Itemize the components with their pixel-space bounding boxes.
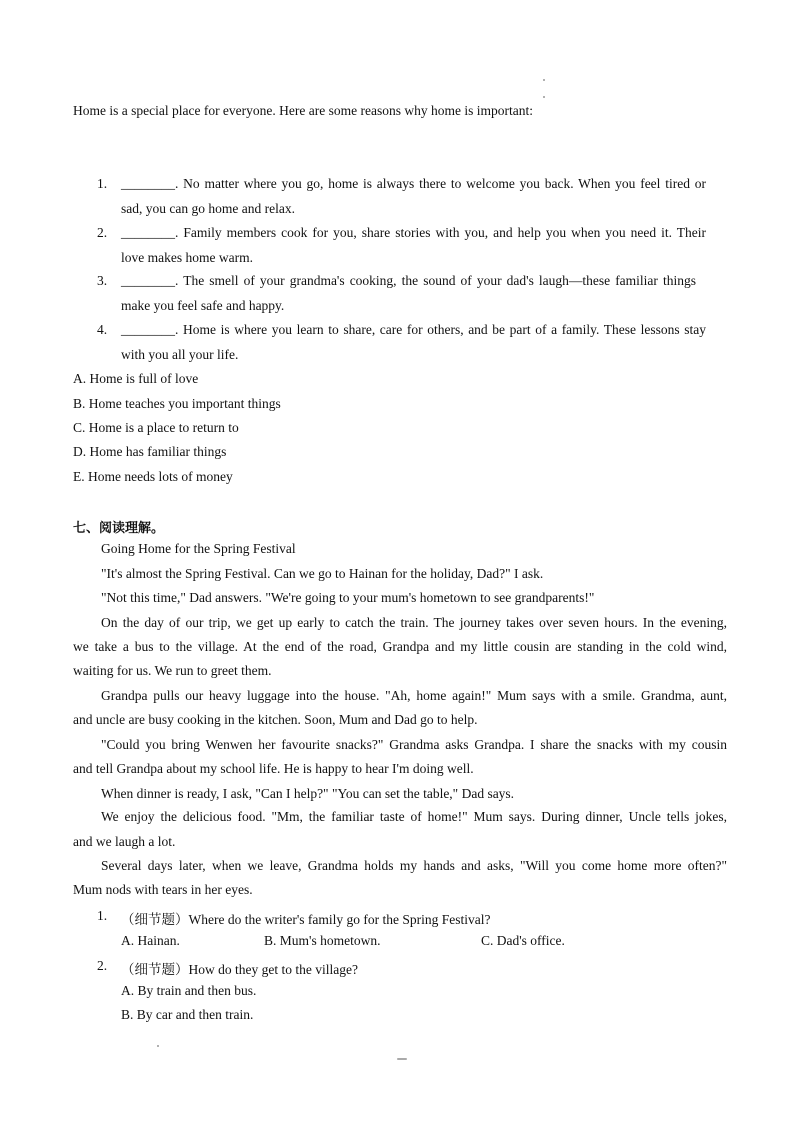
choice-item: E. Home needs lots of money (73, 469, 233, 484)
task-number: 2. (97, 225, 108, 240)
choice-item: C. Home is a place to return to (73, 420, 239, 435)
story-paragraph: Grandpa pulls our heavy luggage into the house. "Ah, home again!" Mum says with a smile. Grandma, aunt, (101, 688, 727, 703)
story-paragraph: and tell Grandpa about my school life. He is happy to hear I'm doing well. (73, 761, 474, 776)
answer-option: B. By car and then train. (121, 1007, 254, 1022)
answer-option: B. Mum's hometown. (264, 933, 381, 948)
story-paragraph: "Not this time," Dad answers. "We're going to your mum's hometown to see grandparents!" (101, 590, 595, 605)
choice-item: D. Home has familiar things (73, 444, 227, 459)
task-item-line: with you all your life. (121, 347, 239, 362)
story-paragraph: Mum nods with tears in her eyes. (73, 882, 253, 897)
answer-option: C. Dad's office. (481, 933, 565, 948)
section-heading: 七、阅读理解。 (73, 521, 165, 536)
task-number: 1. (97, 176, 108, 191)
answer-option: A. Hainan. (121, 933, 180, 948)
story-paragraph: and we laugh a lot. (73, 834, 176, 849)
task-item-line: love makes home warm. (121, 250, 253, 265)
task-item-line: ________. Home is where you learn to share, care for others, and be part of a family. These lessons stay (121, 322, 706, 337)
story-paragraph: waiting for us. We run to greet them. (73, 663, 272, 678)
story-paragraph: we take a bus to the village. At the end of the road, Grandpa and my little cousin are standing in the cold wind, (73, 639, 727, 654)
scan-dot (157, 1045, 159, 1047)
question-text: （细节题）How do they get to the village? (121, 962, 358, 977)
choice-item: B. Home teaches you important things (73, 396, 281, 411)
page-number-fragment (397, 1058, 407, 1060)
story-title: Going Home for the Spring Festival (101, 541, 296, 556)
task-item-line: make you feel safe and happy. (121, 298, 285, 313)
task-item-line: sad, you can go home and relax. (121, 201, 295, 216)
question-text: （细节题）Where do the writer's family go for the Spring Festival? (121, 912, 491, 927)
task-number: 4. (97, 322, 108, 337)
scan-dot (543, 79, 545, 81)
story-paragraph: When dinner is ready, I ask, "Can I help?" "You can set the table," Dad says. (101, 786, 515, 801)
story-paragraph: and uncle are busy cooking in the kitchen. Soon, Mum and Dad go to help. (73, 712, 478, 727)
story-paragraph: We enjoy the delicious food. "Mm, the familiar taste of home!" Mum says. During dinner, Uncle tells jokes, (101, 809, 727, 824)
question-number: 1. (97, 908, 108, 923)
intro-text: Home is a special place for everyone. Here are some reasons why home is important: (73, 103, 533, 118)
story-paragraph: On the day of our trip, we get up early to catch the train. The journey takes over seven hours. In the evening, (101, 615, 727, 630)
story-paragraph: Several days later, when we leave, Grandma holds my hands and asks, "Will you come home more often?" (101, 858, 727, 873)
story-paragraph: "It's almost the Spring Festival. Can we go to Hainan for the holiday, Dad?" I ask. (101, 566, 544, 581)
story-paragraph: "Could you bring Wenwen her favourite snacks?" Grandma asks Grandpa. I share the snacks with my cousin (101, 737, 727, 752)
task-item-line: ________. The smell of your grandma's cooking, the sound of your dad's laugh—these familiar things (121, 273, 696, 288)
question-number: 2. (97, 958, 108, 973)
answer-option: A. By train and then bus. (121, 983, 257, 998)
task-number: 3. (97, 273, 108, 288)
task-item-line: ________. Family members cook for you, share stories with you, and help you when you need it. Their (121, 225, 706, 240)
task-item-line: ________. No matter where you go, home is always there to welcome you back. When you feel tired or (121, 176, 706, 191)
scan-dot (543, 96, 545, 98)
choice-item: A. Home is full of love (73, 371, 199, 386)
